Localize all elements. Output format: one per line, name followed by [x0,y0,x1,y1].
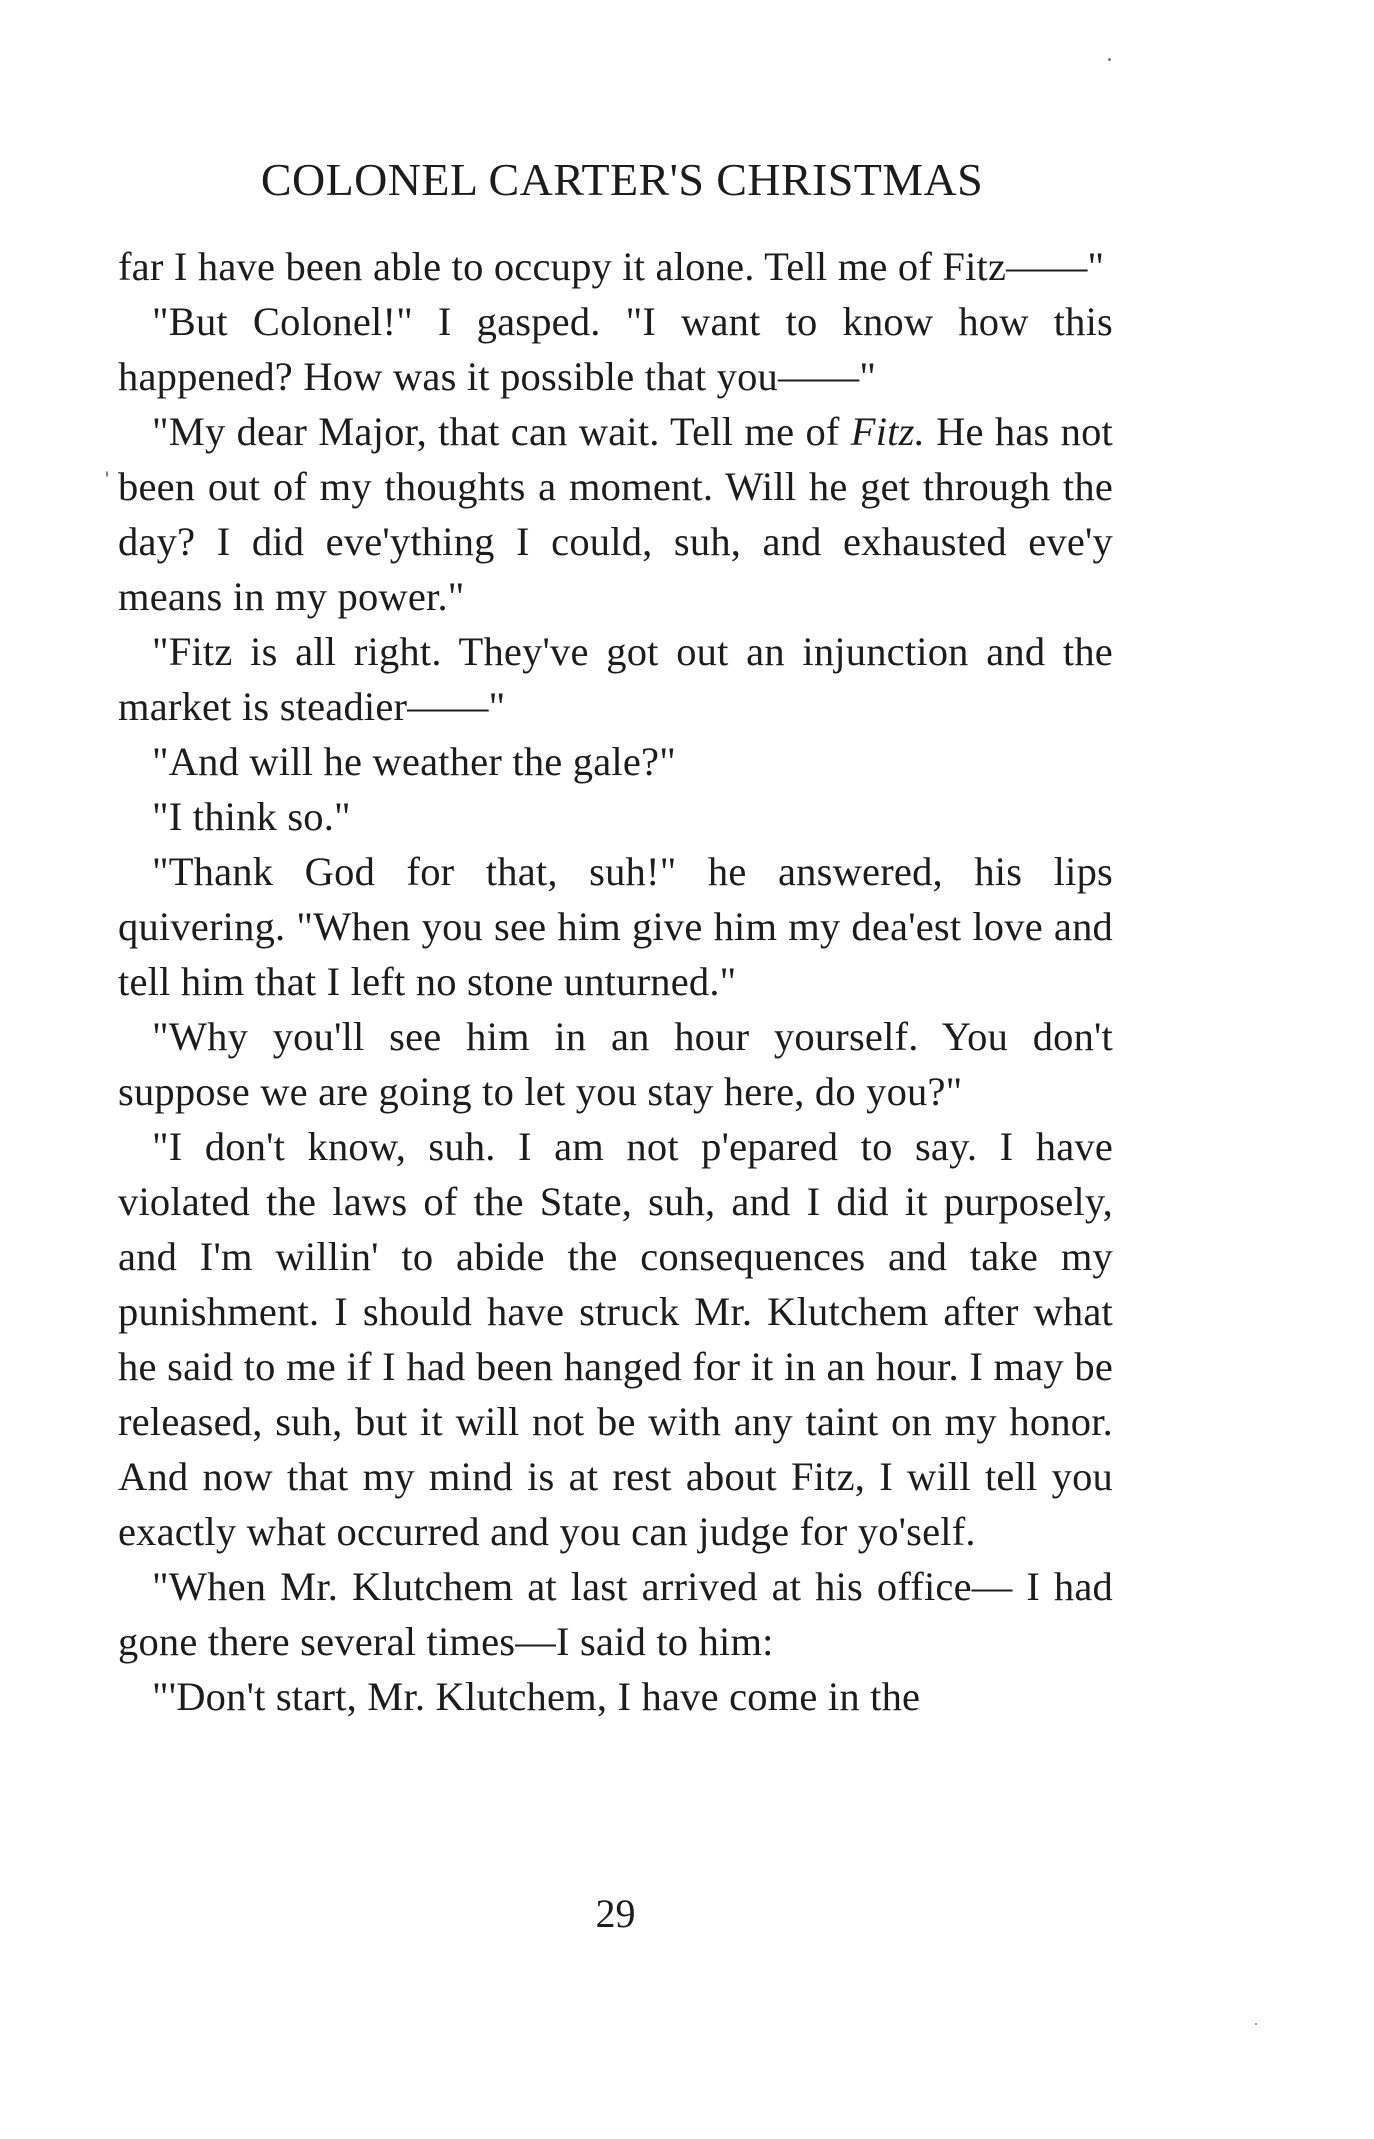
paragraph: "I don't know, suh. I am not p'epared to say. I have violated the laws of the State, suh, and I did it purposely, and I'm willin' to abide the consequences and take my punishment. I should have struck Mr. Klutchem after what he said to me if I had been hanged for it in an hour. I may be released, suh, but it will not be with any taint on my honor. And now that my mind is at rest about Fitz, I will tell you exactly what occurred and you can judge for yo'self. [118,1124,1113,1554]
paragraph: "'Don't start, Mr. Klutchem, I have come in the [152,1674,921,1719]
paragraph: "Fitz is all right. They've got out an injunction and the market is steadier——" [118,629,1113,729]
paragraph: "I think so." [152,794,351,839]
scan-speck [106,471,108,477]
scan-speck [1108,58,1111,61]
running-head: COLONEL CARTER'S CHRISTMAS [260,154,984,205]
scan-speck [1255,2023,1257,2025]
paragraph: far I have been able to occupy it alone. Tell me of Fitz——" [118,244,1105,289]
paragraph: "But Colonel!" I gasped. "I want to know how this happened? How was it possible that you——" [118,299,1113,399]
italic-name: Fitz. [850,409,925,454]
page-number: 29 [595,1891,636,1936]
paragraph: "Why you'll see him in an hour yourself. You don't suppose we are going to let you stay here, do you?" [118,1014,1113,1114]
paragraph: "Thank God for that, suh!" he answered, his lips quivering. "When you see him give him my dea'est love and tell him that I left no stone unturned." [118,849,1113,1004]
paragraph: "My dear Major, that can wait. Tell me of Fitz. He has not been out of my thoughts a moment. Will he get through the day? I did eve'ything I could, suh, and exhausted eve'y means in my power." [118,409,1113,619]
paragraph: "And will he weather the gale?" [152,739,676,784]
body-text [118,239,1113,1724]
paragraph: "When Mr. Klutchem at last arrived at his office— I had gone there several times—I said to him: [118,1564,1113,1664]
